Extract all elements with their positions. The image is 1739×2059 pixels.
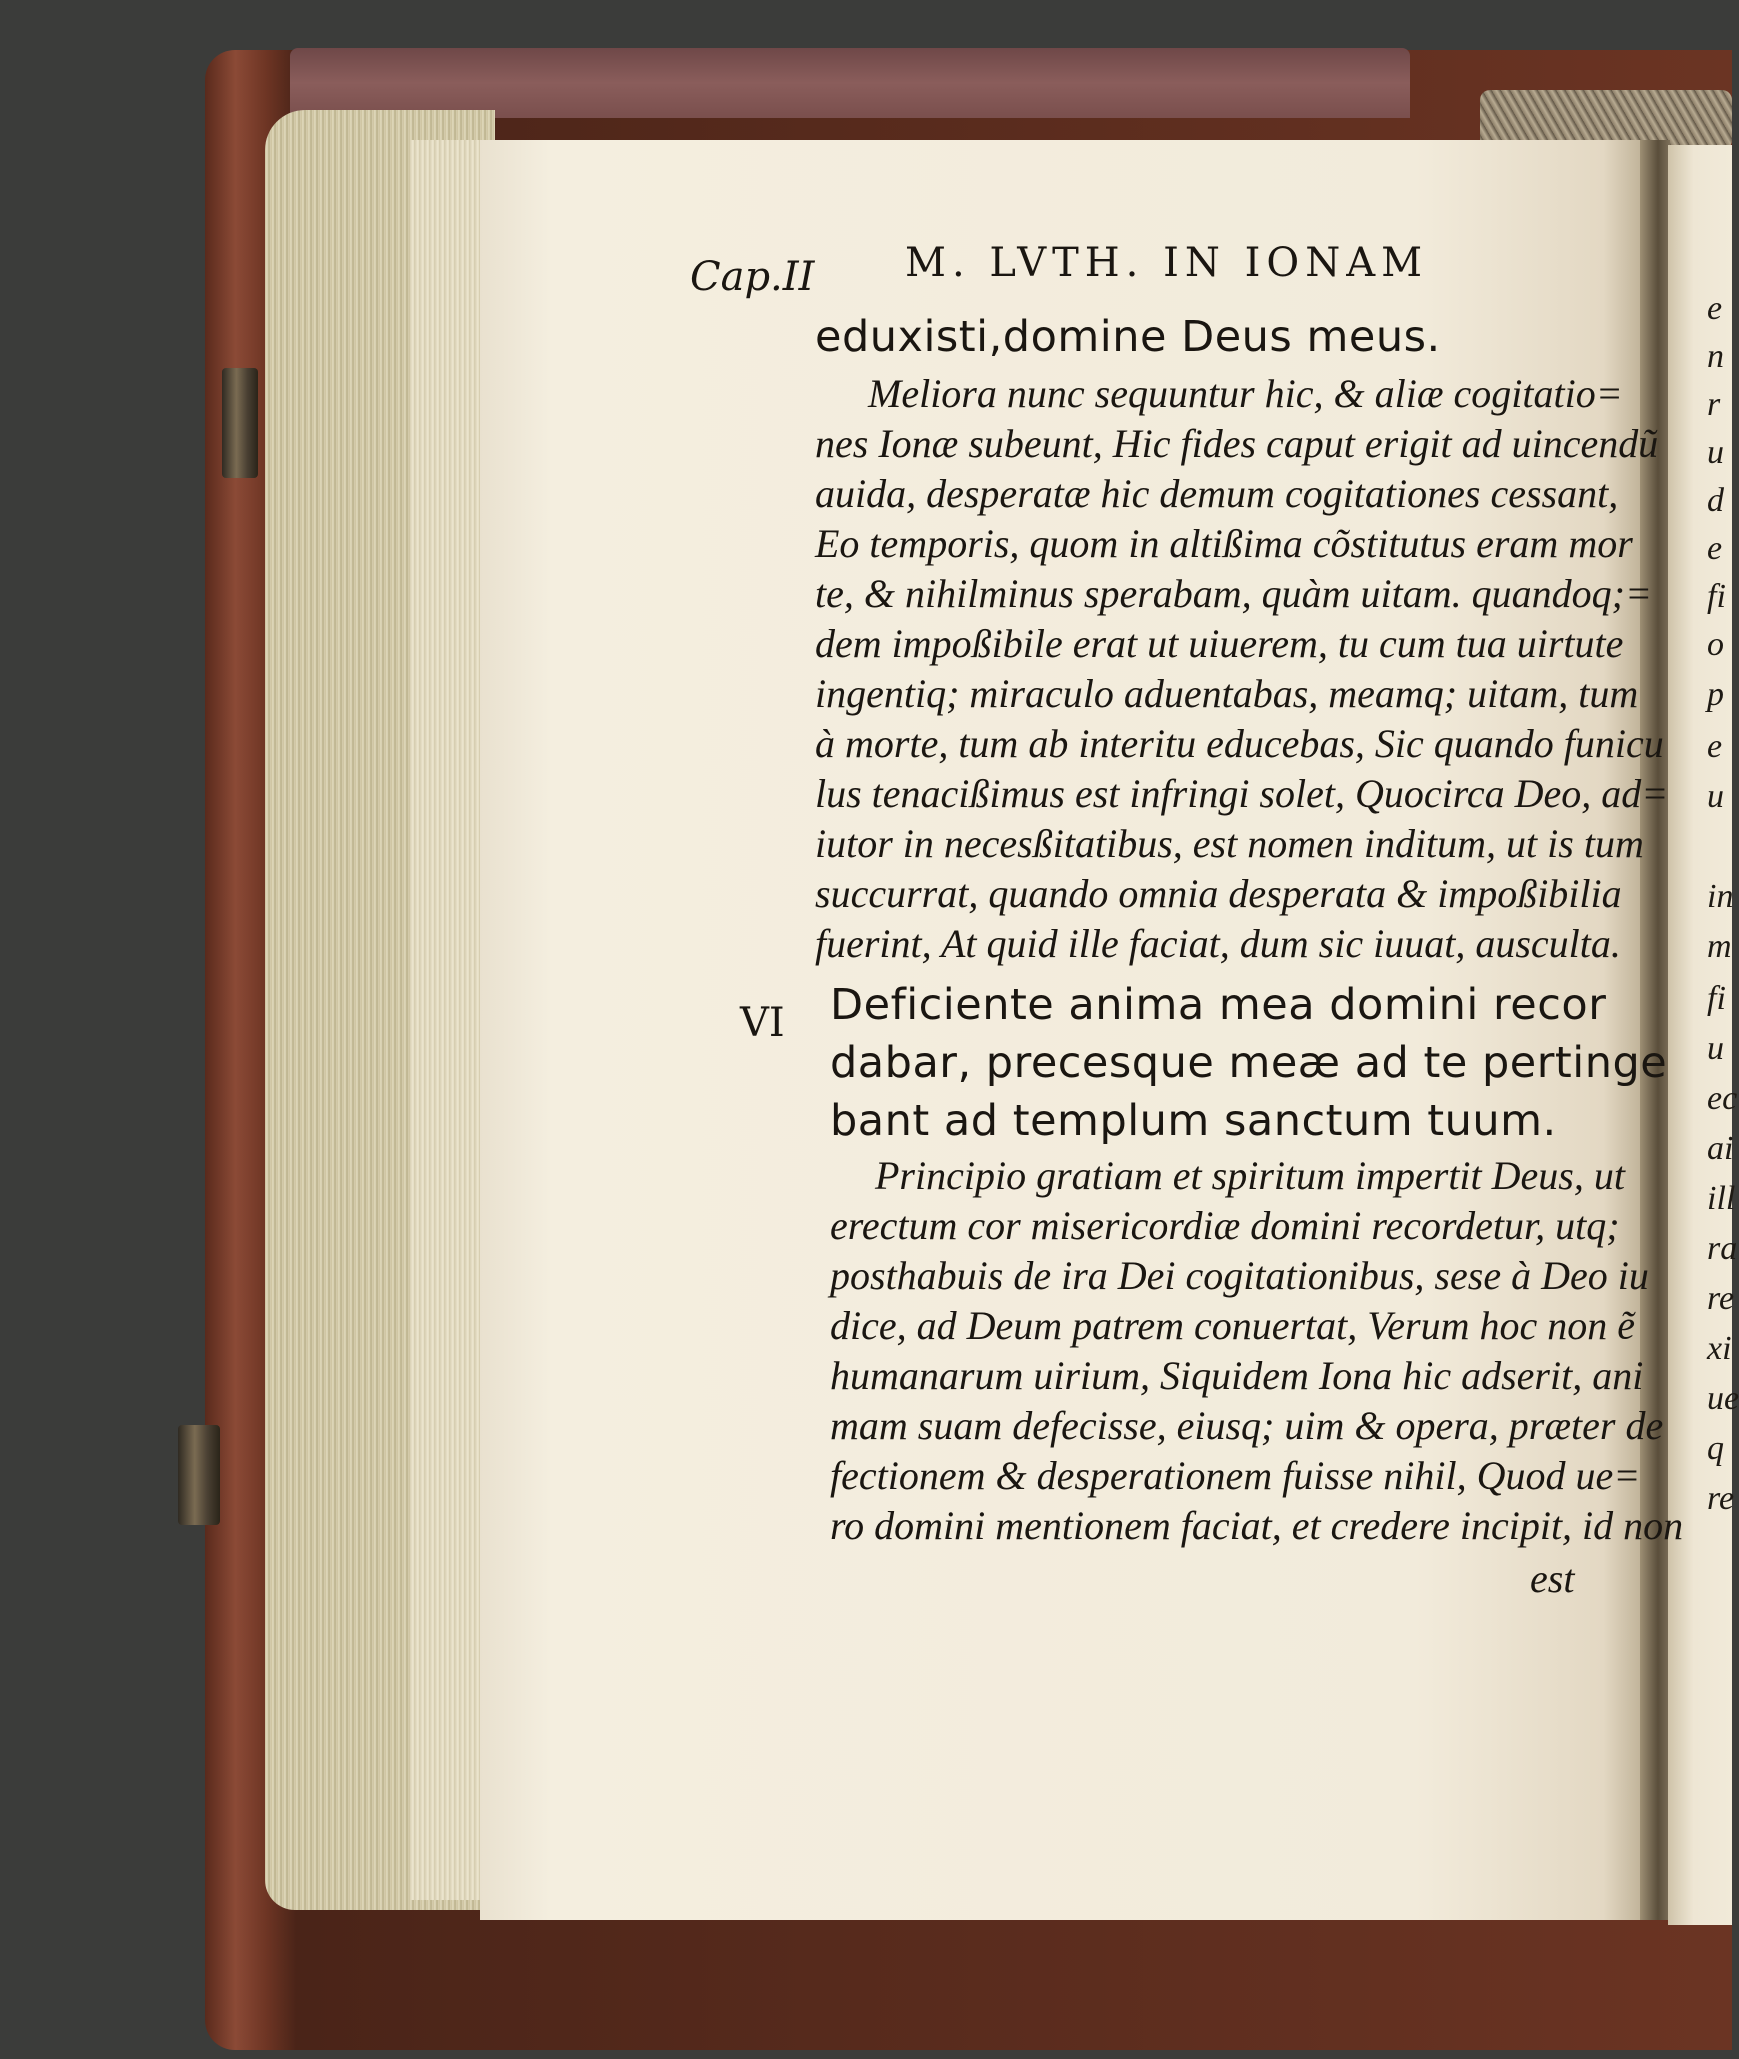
commentary-line: nes Ionæ subeunt, Hic fides caput erigit ad uincendũ xyxy=(815,421,1659,466)
right-fragment: u xyxy=(1707,434,1724,471)
right-fragment: n xyxy=(1707,338,1724,375)
commentary-line: lus tenacißimus est infringi solet, Quocirca Deo, ad= xyxy=(815,771,1669,816)
verse-line: bant ad templum sanctum tuum. xyxy=(830,1096,1557,1146)
right-fragment: ill xyxy=(1707,1180,1736,1217)
right-fragment: xi xyxy=(1707,1330,1732,1367)
right-fragment: ai xyxy=(1707,1130,1734,1167)
catchword: est xyxy=(1530,1556,1575,1601)
right-fragment: re xyxy=(1707,1280,1735,1317)
right-fragment: in xyxy=(1707,878,1734,915)
right-fragment: e xyxy=(1707,530,1723,567)
right-fragment: ue xyxy=(1707,1380,1739,1417)
right-fragment: ra xyxy=(1707,1230,1738,1267)
commentary-line: Principio gratiam et spiritum impertit Deus, ut xyxy=(875,1153,1625,1198)
verse-line: dabar, precesque meæ ad te pertinge xyxy=(830,1038,1668,1088)
commentary-line: fectionem & desperationem fuisse nihil, Quod ue= xyxy=(830,1453,1641,1498)
right-fragment: r xyxy=(1707,386,1721,423)
commentary-line: posthabuis de ira Dei cogitationibus, sese à Deo iu xyxy=(830,1253,1649,1298)
page-stack-edge xyxy=(410,140,490,1900)
right-fragment: e xyxy=(1707,290,1723,327)
commentary-line: te, & nihilminus sperabam, quàm uitam. quandoq;= xyxy=(815,571,1652,616)
clasp-icon xyxy=(178,1425,220,1525)
commentary-line: ro domini mentionem faciat, et credere incipit, id non xyxy=(830,1503,1684,1548)
right-fragment: ec xyxy=(1707,1080,1738,1117)
commentary-line: humanarum uirium, Siquidem Iona hic adserit, ani xyxy=(830,1353,1644,1398)
right-fragment: fi xyxy=(1707,980,1726,1017)
commentary-line: Eo temporis, quom in altißima cõstitutus eram mor xyxy=(815,521,1633,566)
verse-number: VI xyxy=(740,1000,785,1046)
verse-line: eduxisti,domine Deus meus. xyxy=(815,312,1441,362)
right-fragment: m xyxy=(1707,928,1732,965)
right-fragment: e xyxy=(1707,728,1723,765)
right-fragment: d xyxy=(1707,482,1724,519)
right-fragment: re xyxy=(1707,1480,1735,1517)
commentary-line: ingentiq; miraculo aduentabas, meamq; uitam, tum xyxy=(815,671,1639,716)
commentary-line: à morte, tum ab interitu educebas, Sic quando funicu xyxy=(815,721,1664,766)
right-fragment: o xyxy=(1707,626,1724,663)
right-fragment: p xyxy=(1707,676,1724,713)
right-fragment: u xyxy=(1707,778,1724,815)
cover-top-edge xyxy=(290,48,1410,118)
gutter xyxy=(1640,140,1670,1920)
chapter-label: Cap.II xyxy=(690,254,815,300)
commentary-line: Meliora nunc sequuntur hic, & aliæ cogitatio= xyxy=(868,371,1623,416)
right-fragment: u xyxy=(1707,1030,1724,1067)
right-fragment: fi xyxy=(1707,578,1726,615)
commentary-line: dem impoßibile erat ut uiuerem, tu cum tua uirtute xyxy=(815,621,1624,666)
right-fragment: q xyxy=(1707,1430,1724,1467)
clasp-icon xyxy=(222,368,258,478)
commentary-line: mam suam defecisse, eiusq; uim & opera, præter de xyxy=(830,1403,1664,1448)
commentary-line: succurrat, quando omnia desperata & impoßibilia xyxy=(815,871,1622,916)
running-head: M. LVTH. IN IONAM xyxy=(905,240,1429,286)
verse-line: Deficiente anima mea domini recor xyxy=(830,980,1607,1030)
commentary-line: auida, desperatæ hic demum cogitationes cessant, xyxy=(815,471,1619,516)
commentary-line: iutor in necesßitatibus, est nomen inditum, ut is tum xyxy=(815,821,1644,866)
commentary-line: dice, ad Deum patrem conuertat, Verum hoc non ẽ xyxy=(830,1303,1635,1348)
commentary-line: erectum cor misericordiæ domini recordetur, utq; xyxy=(830,1203,1620,1248)
commentary-line: fuerint, At quid ille faciat, dum sic iuuat, ausculta. xyxy=(815,921,1621,966)
